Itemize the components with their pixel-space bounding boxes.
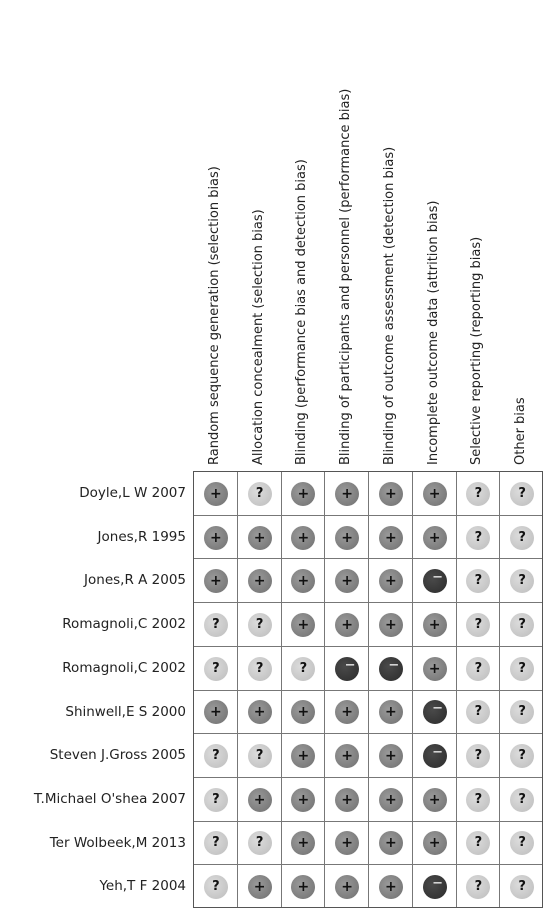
rating-symbol: +	[253, 791, 266, 808]
rating-low-icon	[248, 788, 272, 812]
rating-unclear-icon	[248, 744, 272, 768]
rating-low-icon	[423, 482, 447, 506]
rating-unclear-icon	[204, 788, 228, 812]
rating-high-icon	[423, 700, 447, 724]
rating-symbol: ?	[474, 660, 483, 676]
rating-unclear-icon	[204, 875, 228, 899]
rating-unclear-icon	[466, 700, 490, 724]
rating-low-icon	[204, 526, 228, 550]
rating-low-icon	[204, 482, 228, 506]
rating-symbol: ?	[474, 529, 483, 545]
rating-symbol: +	[210, 704, 222, 721]
rating-unclear-icon	[204, 831, 228, 855]
rating-symbol: +	[428, 485, 441, 502]
study-label: Romagnoli,C 2002	[62, 659, 186, 676]
domain-header: Random sequence generation (selection bias)	[206, 166, 222, 465]
rating-low-icon	[248, 569, 272, 593]
rating-high-icon	[335, 657, 359, 681]
rating-low-icon	[248, 700, 272, 724]
rating-low-icon	[379, 788, 403, 812]
rating-low-icon	[335, 526, 359, 550]
rating-unclear-icon	[510, 700, 534, 724]
rating-symbol: ?	[255, 616, 264, 632]
grid-line	[194, 558, 542, 559]
grid-line	[194, 864, 542, 865]
rating-low-icon	[204, 569, 228, 593]
rating-unclear-icon	[466, 482, 490, 506]
rating-low-icon	[291, 569, 315, 593]
grid-line	[194, 602, 542, 603]
rating-unclear-icon	[248, 831, 272, 855]
rating-high-icon	[423, 569, 447, 593]
rating-low-icon	[335, 831, 359, 855]
rating-symbol: +	[210, 529, 222, 546]
rating-symbol: ?	[518, 748, 526, 764]
rating-low-icon	[335, 744, 359, 768]
rating-symbol: ?	[255, 835, 264, 851]
rating-unclear-icon	[466, 744, 490, 768]
rating-symbol: +	[297, 529, 310, 546]
rating-symbol: +	[253, 704, 266, 721]
rating-high-icon	[379, 657, 403, 681]
rating-high-icon	[423, 875, 447, 899]
rating-symbol: ?	[474, 791, 483, 807]
grid-line	[194, 646, 542, 647]
rating-symbol: +	[428, 791, 441, 808]
rating-unclear-icon	[510, 875, 534, 899]
rating-unclear-icon	[510, 569, 534, 593]
rating-symbol: ?	[518, 879, 526, 895]
rating-symbol: ?	[255, 660, 264, 676]
rating-unclear-icon	[291, 657, 315, 681]
rating-symbol: ?	[518, 529, 526, 545]
rating-symbol: +	[385, 704, 397, 721]
rating-low-icon	[291, 788, 315, 812]
rating-symbol: +	[385, 616, 397, 633]
rating-grid	[193, 471, 543, 908]
rating-unclear-icon	[248, 482, 272, 506]
rating-symbol: ?	[212, 879, 220, 895]
domain-header: Allocation concealment (selection bias)	[250, 209, 266, 465]
grid-line	[194, 515, 542, 516]
rating-low-icon	[291, 526, 315, 550]
domain-header: Other bias	[513, 397, 529, 465]
grid-line	[194, 733, 542, 734]
rating-unclear-icon	[248, 613, 272, 637]
rating-symbol: +	[341, 704, 353, 721]
rating-symbol: +	[341, 748, 353, 765]
rating-symbol: ?	[212, 660, 220, 676]
rating-low-icon	[335, 875, 359, 899]
rating-symbol: +	[297, 748, 310, 765]
rating-low-icon	[248, 875, 272, 899]
rating-symbol: −	[432, 701, 444, 717]
rating-low-icon	[291, 700, 315, 724]
rating-unclear-icon	[510, 744, 534, 768]
rating-symbol: ?	[518, 660, 526, 676]
rating-low-icon	[379, 482, 403, 506]
rating-symbol: ?	[518, 616, 526, 632]
rating-symbol: ?	[518, 485, 526, 501]
rating-low-icon	[379, 613, 403, 637]
study-label: Yeh,T F 2004	[99, 878, 186, 895]
rating-low-icon	[379, 569, 403, 593]
grid-line	[194, 777, 542, 778]
rating-symbol: +	[428, 616, 441, 633]
domain-header: Blinding of outcome assessment (detection bias)	[381, 146, 397, 465]
rating-low-icon	[379, 526, 403, 550]
rating-symbol: −	[432, 876, 444, 892]
study-label: Ter Wolbeek,M 2013	[49, 834, 186, 851]
rating-low-icon	[335, 613, 359, 637]
rating-symbol: ?	[212, 835, 220, 851]
rating-symbol: ?	[474, 573, 483, 589]
rating-unclear-icon	[466, 788, 490, 812]
rating-symbol: +	[385, 748, 397, 765]
rating-symbol: ?	[299, 660, 308, 676]
rating-unclear-icon	[510, 788, 534, 812]
rating-unclear-icon	[248, 657, 272, 681]
rating-symbol: ?	[255, 748, 264, 764]
rating-symbol: ?	[518, 573, 526, 589]
rating-symbol: +	[385, 573, 397, 590]
rating-symbol: +	[341, 616, 353, 633]
rating-symbol: +	[253, 879, 266, 896]
rating-low-icon	[423, 657, 447, 681]
rating-symbol: +	[297, 485, 310, 502]
grid-line	[194, 821, 542, 822]
rating-symbol: +	[297, 573, 310, 590]
study-label: Jones,R 1995	[97, 528, 186, 545]
rating-low-icon	[291, 744, 315, 768]
rating-symbol: ?	[212, 616, 220, 632]
rating-unclear-icon	[204, 744, 228, 768]
rating-symbol: +	[385, 879, 397, 896]
rating-low-icon	[335, 788, 359, 812]
rating-symbol: ?	[518, 704, 526, 720]
rating-low-icon	[248, 526, 272, 550]
rating-symbol: +	[210, 573, 222, 590]
rating-symbol: ?	[474, 748, 483, 764]
rating-low-icon	[423, 788, 447, 812]
rating-symbol: +	[210, 485, 222, 502]
domain-header: Blinding (performance bias and detection bias)	[294, 159, 310, 465]
rating-low-icon	[379, 831, 403, 855]
rating-low-icon	[379, 875, 403, 899]
rating-unclear-icon	[510, 613, 534, 637]
rating-symbol: +	[297, 791, 310, 808]
rating-unclear-icon	[466, 831, 490, 855]
rating-symbol: +	[341, 835, 353, 852]
rating-symbol: ?	[212, 748, 220, 764]
study-label: Steven J.Gross 2005	[49, 747, 186, 764]
rating-symbol: ?	[474, 485, 483, 501]
rating-symbol: +	[341, 573, 353, 590]
rating-unclear-icon	[204, 657, 228, 681]
rating-unclear-icon	[510, 657, 534, 681]
study-label: Shinwell,E S 2000	[65, 703, 186, 720]
rating-symbol: ?	[255, 485, 264, 501]
rating-symbol: +	[253, 573, 266, 590]
rating-symbol: +	[297, 879, 310, 896]
rating-symbol: +	[385, 791, 397, 808]
rating-symbol: ?	[518, 791, 526, 807]
grid-line	[194, 690, 542, 691]
rating-symbol: −	[432, 570, 444, 586]
rating-low-icon	[423, 613, 447, 637]
rating-low-icon	[291, 831, 315, 855]
rating-symbol: +	[428, 660, 441, 677]
rating-low-icon	[379, 744, 403, 768]
rating-symbol: +	[341, 485, 353, 502]
rating-symbol: −	[432, 745, 444, 761]
rating-low-icon	[204, 700, 228, 724]
rating-symbol: ?	[518, 835, 526, 851]
rating-symbol: +	[385, 835, 397, 852]
rating-low-icon	[335, 700, 359, 724]
rating-symbol: −	[344, 657, 356, 673]
rating-symbol: ?	[474, 835, 483, 851]
rating-low-icon	[335, 482, 359, 506]
rating-low-icon	[423, 526, 447, 550]
rating-symbol: +	[385, 485, 397, 502]
rating-low-icon	[423, 831, 447, 855]
rating-symbol: +	[297, 835, 310, 852]
rating-unclear-icon	[510, 831, 534, 855]
study-label: Doyle,L W 2007	[79, 485, 186, 501]
rating-symbol: +	[297, 616, 310, 633]
rating-low-icon	[291, 613, 315, 637]
rating-symbol: +	[428, 529, 441, 546]
rating-unclear-icon	[466, 569, 490, 593]
rating-low-icon	[291, 875, 315, 899]
domain-header: Selective reporting (reporting bias)	[469, 236, 485, 465]
domain-header: Incomplete outcome data (attrition bias)	[425, 200, 441, 465]
rating-symbol: +	[297, 704, 310, 721]
study-label: T.Michael O'shea 2007	[33, 790, 186, 807]
rating-unclear-icon	[204, 613, 228, 637]
rating-symbol: ?	[474, 879, 483, 895]
rating-symbol: +	[385, 529, 397, 546]
rating-symbol: +	[428, 835, 441, 852]
rating-unclear-icon	[466, 526, 490, 550]
rating-symbol: ?	[212, 791, 220, 807]
rating-unclear-icon	[510, 482, 534, 506]
study-label: Jones,R A 2005	[84, 572, 186, 589]
rating-low-icon	[335, 569, 359, 593]
rating-symbol: +	[341, 529, 353, 546]
rating-symbol: +	[341, 879, 353, 896]
rating-unclear-icon	[466, 657, 490, 681]
rating-high-icon	[423, 744, 447, 768]
rating-symbol: −	[388, 657, 400, 673]
study-label: Romagnoli,C 2002	[62, 616, 186, 633]
domain-header: Blinding of participants and personnel (performance bias)	[338, 88, 354, 465]
rating-symbol: +	[253, 529, 266, 546]
rating-unclear-icon	[510, 526, 534, 550]
rating-low-icon	[379, 700, 403, 724]
rating-symbol: ?	[474, 616, 483, 632]
rating-unclear-icon	[466, 875, 490, 899]
rating-symbol: ?	[474, 704, 483, 720]
rating-unclear-icon	[466, 613, 490, 637]
rating-symbol: +	[341, 791, 353, 808]
rating-low-icon	[291, 482, 315, 506]
